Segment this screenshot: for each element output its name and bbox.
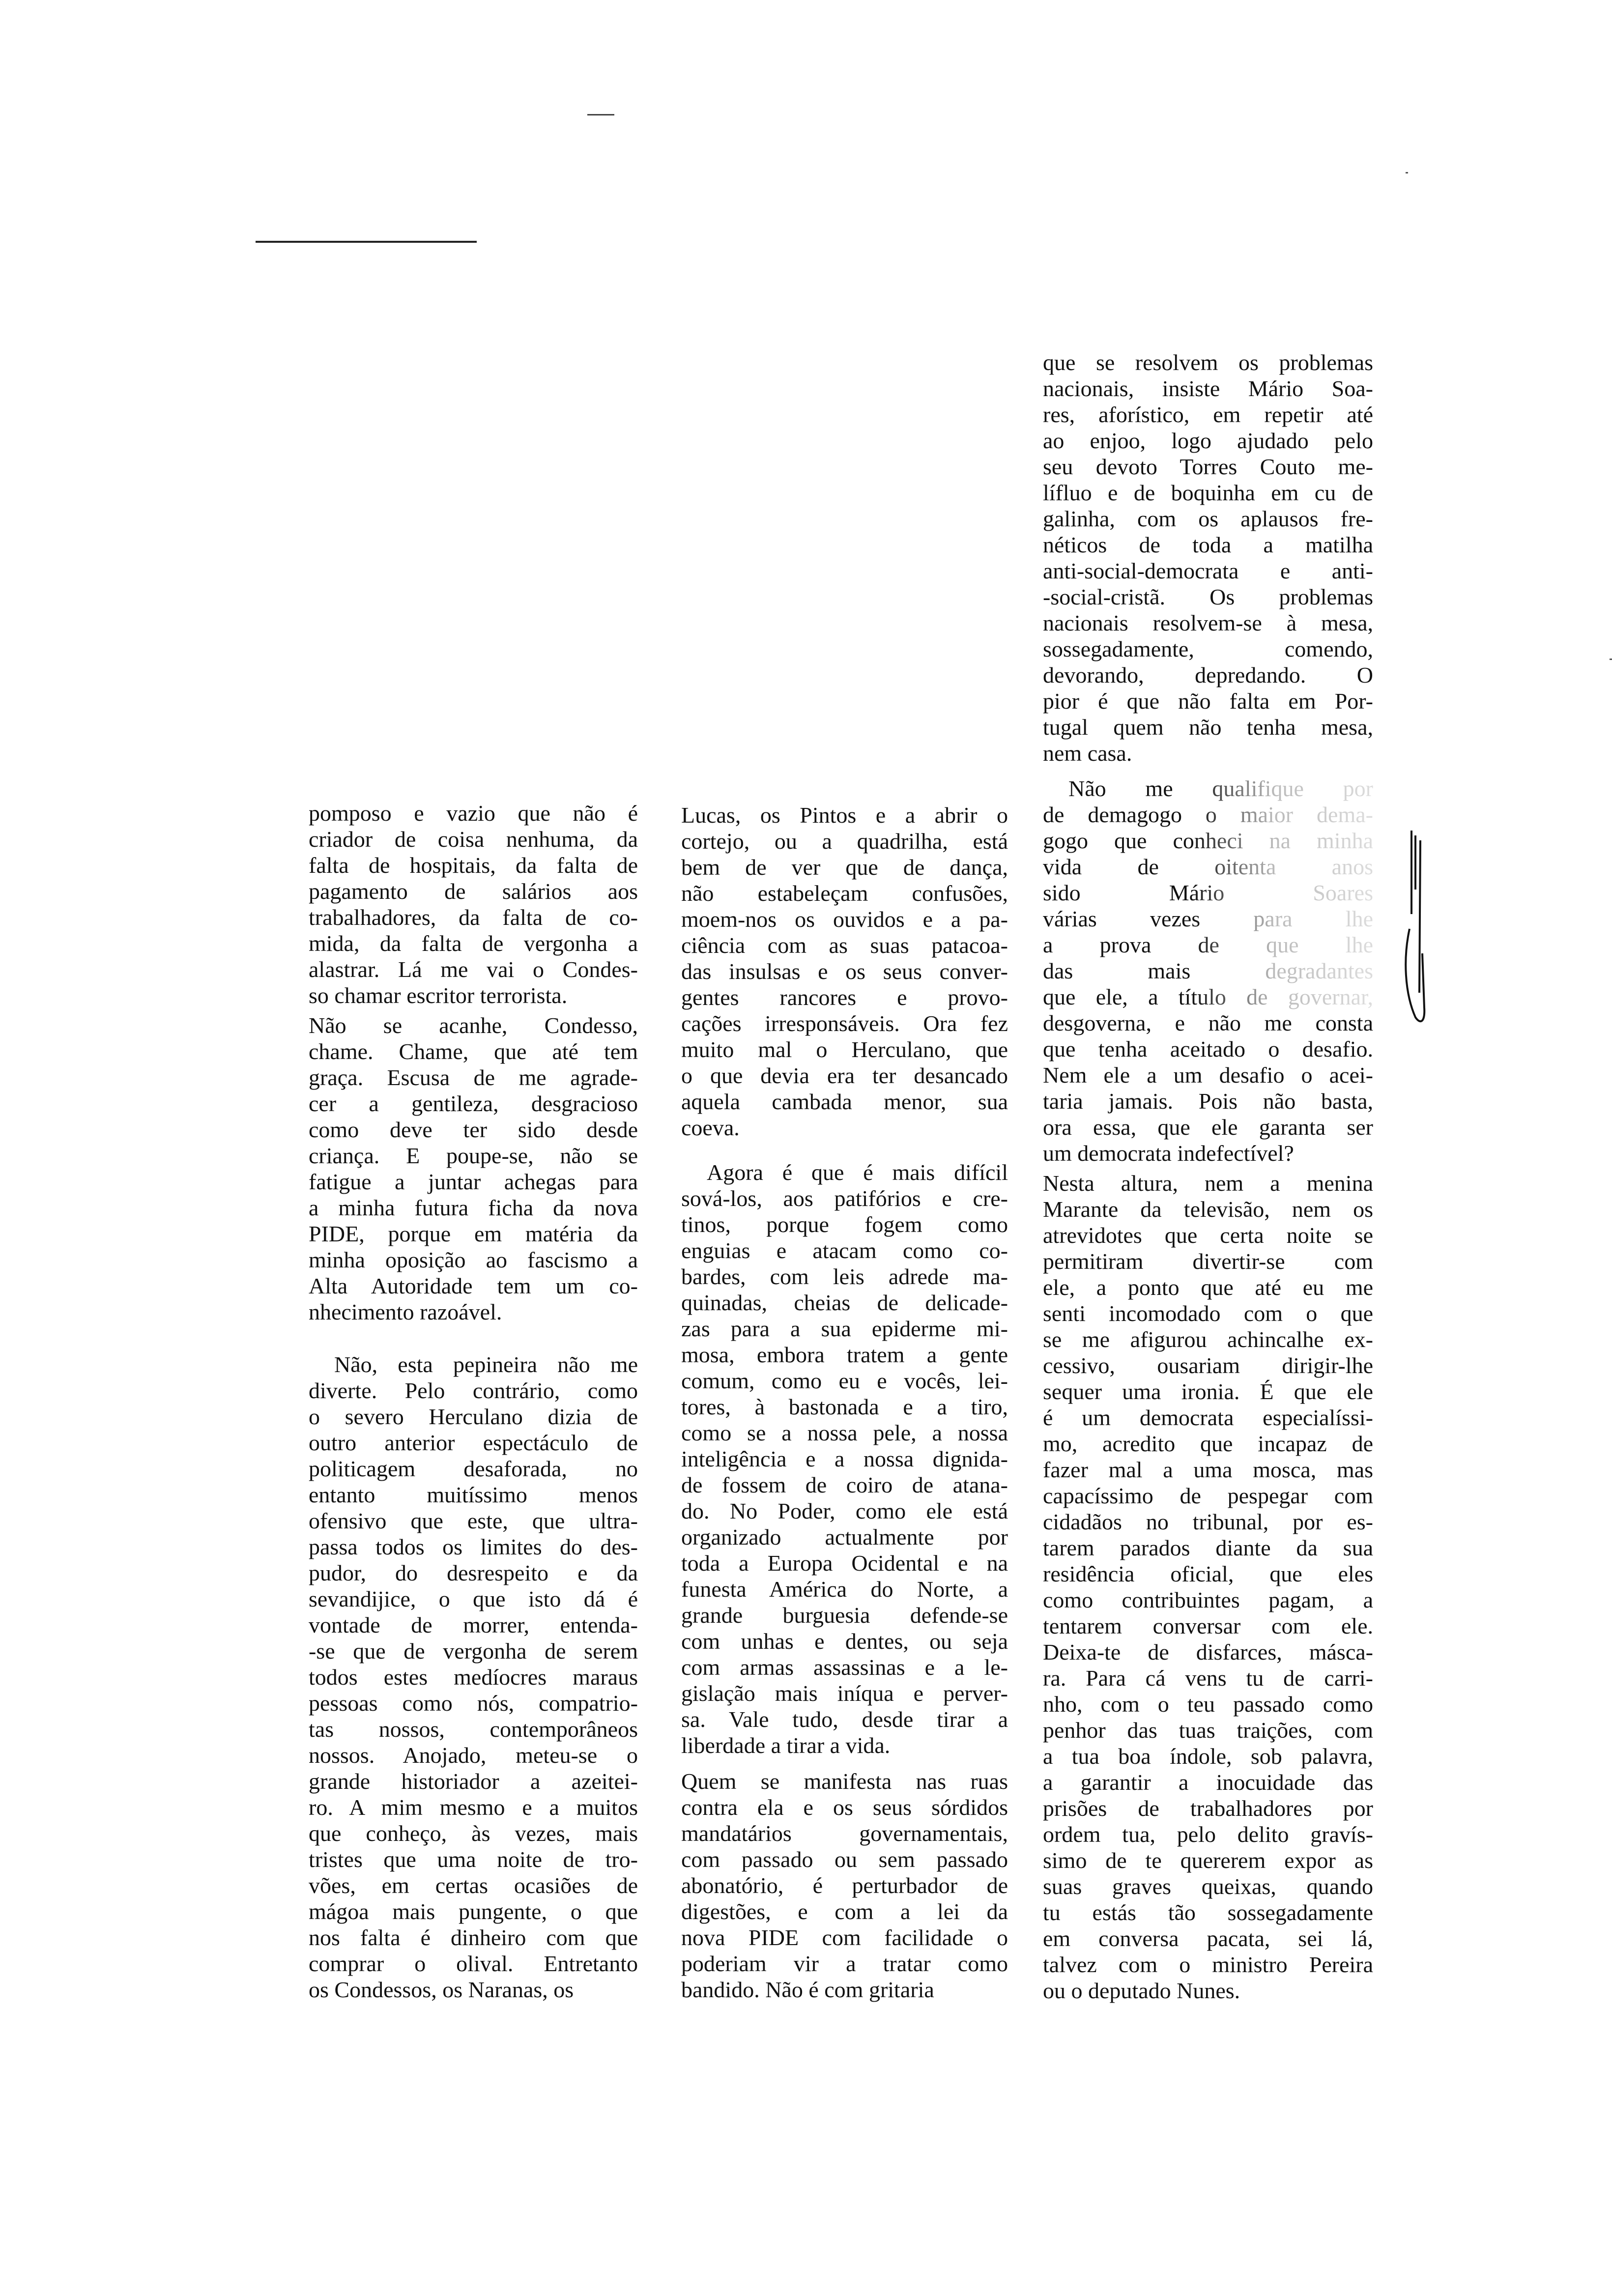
text-line: sa. Vale tudo, desde tirar a <box>681 1707 1008 1732</box>
text-line: pessoas como nós, compatrio- <box>309 1691 638 1716</box>
text-line: moem-nos os ouvidos e a pa- <box>681 907 1008 932</box>
text-line: politicagem desaforada, no <box>309 1456 638 1481</box>
text-line: so chamar escritor terrorista. <box>309 983 568 1008</box>
text-line: taria jamais. Pois não basta, <box>1043 1089 1373 1114</box>
text-line: cidadãos no tribunal, por es- <box>1043 1509 1373 1534</box>
text-line: grande burguesia defende-se <box>681 1603 1008 1628</box>
text-line: o que devia era ter desancado <box>681 1063 1008 1088</box>
text-line: passa todos os limites do des- <box>309 1534 638 1559</box>
text-line: liberdade a tirar a vida. <box>681 1733 891 1758</box>
text-line: Não se acanhe, Condesso, <box>309 1013 638 1038</box>
text-line: mida, da falta de vergonha a <box>309 931 638 956</box>
text-line: ro. A mim mesmo e a muitos <box>309 1795 638 1820</box>
text-line: mandatários governamentais, <box>681 1821 1008 1846</box>
text-line: -se que de vergonha de serem <box>309 1638 638 1664</box>
text-line: falta de hospitais, da falta de <box>309 853 638 878</box>
text-line: poderiam vir a tratar como <box>681 1951 1008 1976</box>
text-line: bardes, com leis adrede ma- <box>681 1264 1008 1289</box>
text-line: tentarem conversar com ele. <box>1043 1613 1373 1638</box>
text-line: nos falta é dinheiro com que <box>309 1925 638 1950</box>
scan-mark-dash <box>587 114 614 115</box>
text-line: talvez com o ministro Pereira <box>1043 1952 1373 1977</box>
text-line: lífluo e de boquinha em cu de <box>1043 480 1373 505</box>
scan-speck <box>1610 659 1612 660</box>
text-line: contra ela e os seus sórdidos <box>681 1795 1008 1820</box>
column-2-paragraph-3 <box>681 1768 1008 2003</box>
text-line: grande historiador a azeitei- <box>309 1769 638 1794</box>
text-line: trabalhadores, da falta de co- <box>309 905 638 930</box>
text-line: inteligência e a nossa dignida- <box>681 1446 1008 1471</box>
column-2-paragraph-1 <box>681 802 1008 1141</box>
text-line: nossos. Anojado, meteu-se o <box>309 1743 638 1768</box>
text-line: ciência com as suas patacoa- <box>681 933 1008 958</box>
text-line: Marante da televisão, nem os <box>1043 1197 1373 1222</box>
text-line: de demagogo o maior dema- <box>1043 802 1373 827</box>
scan-speck <box>1406 172 1408 173</box>
text-line: nacionais resolvem-se à mesa, <box>1043 610 1373 635</box>
text-line: ordem tua, pelo delito gravís- <box>1043 1822 1373 1847</box>
text-line: alastrar. Lá me vai o Condes- <box>309 957 638 982</box>
text-line: chame. Chame, que até tem <box>309 1039 638 1064</box>
text-line: ofensivo que este, que ultra- <box>309 1508 638 1533</box>
text-line: tores, à bastonada e a tiro, <box>681 1394 1008 1419</box>
column-1-paragraph-1 <box>309 800 638 1008</box>
text-line: comum, como eu e vocês, lei- <box>681 1368 1008 1393</box>
text-line: ao enjoo, logo ajudado pelo <box>1043 428 1373 453</box>
text-line: outro anterior espectáculo de <box>309 1430 638 1455</box>
text-line: Alta Autoridade tem um co- <box>309 1273 638 1298</box>
text-line: gentes rancores e provo- <box>681 985 1008 1010</box>
text-line: os Condessos, os Naranas, os <box>309 1977 574 2002</box>
text-line: das insulsas e os seus conver- <box>681 959 1008 984</box>
text-line: cações irresponsáveis. Ora fez <box>681 1011 1008 1036</box>
text-line: funesta América do Norte, a <box>681 1577 1008 1602</box>
text-line: abonatório, é perturbador de <box>681 1873 1008 1898</box>
column-2-paragraph-2 <box>681 1159 1008 1758</box>
text-line: pudor, do desrespeito e da <box>309 1560 638 1585</box>
text-line: suas graves queixas, quando <box>1043 1874 1373 1899</box>
column-1-paragraph-2 <box>309 1012 638 1325</box>
text-line: muito mal o Herculano, que <box>681 1037 1008 1062</box>
text-line: comprar o olival. Entretanto <box>309 1951 638 1976</box>
text-line: gogo que conheci na minha <box>1043 828 1373 853</box>
text-line: nhecimento razoável. <box>309 1299 502 1324</box>
text-line: minha oposição ao fascismo a <box>309 1247 638 1272</box>
text-line: Agora é que é mais difícil <box>707 1160 1008 1185</box>
text-line: cer a gentileza, desgracioso <box>309 1091 638 1116</box>
text-line: prisões de trabalhadores por <box>1043 1796 1373 1821</box>
text-line: nem casa. <box>1043 741 1132 766</box>
text-line: organizado actualmente por <box>681 1524 1008 1550</box>
text-line: néticos de toda a matilha <box>1043 532 1373 557</box>
text-line: tugal quem não tenha mesa, <box>1043 715 1373 740</box>
text-line: várias vezes para lhe <box>1043 906 1373 931</box>
text-line: Não, esta pepineira não me <box>334 1352 638 1377</box>
text-line: Nesta altura, nem a menina <box>1043 1171 1373 1196</box>
column-1-paragraph-3 <box>309 1351 638 2003</box>
text-line: um democrata indefectível? <box>1043 1141 1294 1166</box>
text-line: em conversa pacata, sei lá, <box>1043 1926 1373 1951</box>
text-line: a tua boa índole, sob palavra, <box>1043 1744 1373 1769</box>
text-line: simo de te quererem expor as <box>1043 1848 1373 1873</box>
text-line: residência oficial, que eles <box>1043 1561 1373 1586</box>
text-line: a minha futura ficha da nova <box>309 1195 638 1220</box>
text-line: atrevidotes que certa noite se <box>1043 1223 1373 1248</box>
text-line: todos estes medíocres maraus <box>309 1665 638 1690</box>
text-line: coeva. <box>681 1115 740 1140</box>
text-line: Deixa-te de disfarces, másca- <box>1043 1639 1373 1665</box>
text-line: galinha, com os aplausos fre- <box>1043 506 1373 531</box>
text-line: Nem ele a um desafio o acei- <box>1043 1062 1373 1088</box>
text-line: o severo Herculano dizia de <box>309 1404 638 1429</box>
text-line: ra. Para cá vens tu de carri- <box>1043 1665 1373 1691</box>
text-line: que conheço, às vezes, mais <box>309 1821 638 1846</box>
handwritten-bracket-mark <box>1401 831 1430 1027</box>
text-line: sevandijice, o que isto dá é <box>309 1586 638 1611</box>
column-3-paragraph-3 <box>1043 1170 1373 2004</box>
text-line: sido Mário Soares <box>1043 880 1373 905</box>
text-line: seu devoto Torres Couto me- <box>1043 454 1373 479</box>
text-line: não estabeleçam confusões, <box>681 881 1008 906</box>
text-line: vida de oitenta anos <box>1043 854 1373 879</box>
text-line: sossegadamente, comendo, <box>1043 636 1373 661</box>
text-line: mágoa mais pungente, o que <box>309 1899 638 1924</box>
text-line: graça. Escusa de me agrade- <box>309 1065 638 1090</box>
text-line: do. No Poder, como ele está <box>681 1498 1008 1523</box>
text-line: como contribuintes pagam, a <box>1043 1587 1373 1612</box>
text-line: pagamento de salários aos <box>309 879 638 904</box>
text-line: criança. E poupe-se, não se <box>309 1143 638 1168</box>
text-line: senti incomodado com o que <box>1043 1301 1373 1326</box>
text-line: vões, em certas ocasiões de <box>309 1873 638 1898</box>
text-line: tas nossos, contemporâneos <box>309 1717 638 1742</box>
text-line: das mais degradantes <box>1043 958 1373 983</box>
text-line: enguias e atacam como co- <box>681 1238 1008 1263</box>
text-line: ora essa, que ele garanta ser <box>1043 1115 1373 1140</box>
text-line: aquela cambada menor, sua <box>681 1089 1008 1114</box>
text-line: é um democrata especialíssi- <box>1043 1405 1373 1430</box>
text-line: capacíssimo de pespegar com <box>1043 1483 1373 1508</box>
text-line: quinadas, cheias de delicade- <box>681 1290 1008 1315</box>
text-line: Não me qualifique por <box>1043 775 1373 802</box>
text-line: vontade de morrer, entenda- <box>309 1612 638 1637</box>
text-line: toda a Europa Ocidental e na <box>681 1550 1008 1576</box>
text-line: res, aforístico, em repetir até <box>1043 402 1373 427</box>
text-line: mosa, embora tratem a gente <box>681 1342 1008 1367</box>
text-line: com passado ou sem passado <box>681 1847 1008 1872</box>
text-line: com unhas e dentes, ou seja <box>681 1629 1008 1654</box>
text-line: -social-cristã. Os problemas <box>1043 584 1373 609</box>
text-line: com armas assassinas e a le- <box>681 1655 1008 1680</box>
text-line: sequer uma ironia. É que ele <box>1043 1379 1373 1404</box>
text-line: a prova de que lhe <box>1043 932 1373 957</box>
text-line: digestões, e com a lei da <box>681 1899 1008 1924</box>
text-line: ou o deputado Nunes. <box>1043 1978 1240 2003</box>
text-line: tristes que uma noite de tro- <box>309 1847 638 1872</box>
text-line: que se resolvem os problemas <box>1043 350 1373 375</box>
text-line: tarem parados diante da sua <box>1043 1535 1373 1560</box>
text-line: se me afigurou achincalhe ex- <box>1043 1327 1373 1352</box>
text-line: tinos, porque fogem como <box>681 1212 1008 1237</box>
column-3-paragraph-2 <box>1043 775 1373 1166</box>
text-line: pior é que não falta em Por- <box>1043 689 1373 714</box>
text-line: permitiram divertir-se com <box>1043 1249 1373 1274</box>
text-line: devorando, depredando. O <box>1043 662 1373 688</box>
text-line: mo, acredito que incapaz de <box>1043 1431 1373 1456</box>
text-line: de fossem de coiro de atana- <box>681 1472 1008 1497</box>
text-line: bandido. Não é com gritaria <box>681 1977 934 2002</box>
text-line: como deve ter sido desde <box>309 1117 638 1142</box>
text-line: a garantir a inocuidade das <box>1043 1770 1373 1795</box>
text-line: pomposo e vazio que não é <box>309 801 638 826</box>
text-line: como se a nossa pele, a nossa <box>681 1420 1008 1445</box>
text-line: criador de coisa nenhuma, da <box>309 827 638 852</box>
text-line: cessivo, ousariam dirigir-lhe <box>1043 1353 1373 1378</box>
text-line: zas para a sua epiderme mi- <box>681 1316 1008 1341</box>
text-line: PIDE, porque em matéria da <box>309 1221 638 1246</box>
text-line: penhor das tuas traições, com <box>1043 1718 1373 1743</box>
text-line: desgoverna, e não me consta <box>1043 1010 1373 1035</box>
text-line: fatigue a juntar achegas para <box>309 1169 638 1194</box>
text-line: ele, a ponto que até eu me <box>1043 1275 1373 1300</box>
text-line: Lucas, os Pintos e a abrir o <box>681 803 1008 828</box>
text-line: que ele, a título de governar, <box>1043 984 1373 1009</box>
text-line: nacionais, insiste Mário Soa- <box>1043 376 1373 401</box>
text-line: gislação mais iníqua e perver- <box>681 1681 1008 1706</box>
horizontal-rule <box>256 241 477 243</box>
text-line: entanto muitíssimo menos <box>309 1482 638 1507</box>
text-line: fazer mal a uma mosca, mas <box>1043 1457 1373 1482</box>
text-line: anti-social-democrata e anti- <box>1043 558 1373 583</box>
text-line: bem de ver que de dança, <box>681 855 1008 880</box>
text-line: que tenha aceitado o desafio. <box>1043 1036 1373 1062</box>
text-line: nova PIDE com facilidade o <box>681 1925 1008 1950</box>
text-line: tu estás tão sossegadamente <box>1043 1900 1373 1925</box>
text-line: nho, com o teu passado como <box>1043 1692 1373 1717</box>
text-line: diverte. Pelo contrário, como <box>309 1378 638 1403</box>
text-line: Quem se manifesta nas ruas <box>681 1769 1008 1794</box>
text-line: cortejo, ou a quadrilha, está <box>681 829 1008 854</box>
column-3-paragraph-1 <box>1043 349 1373 766</box>
text-line: sová-los, aos patifórios e cre- <box>681 1186 1008 1211</box>
